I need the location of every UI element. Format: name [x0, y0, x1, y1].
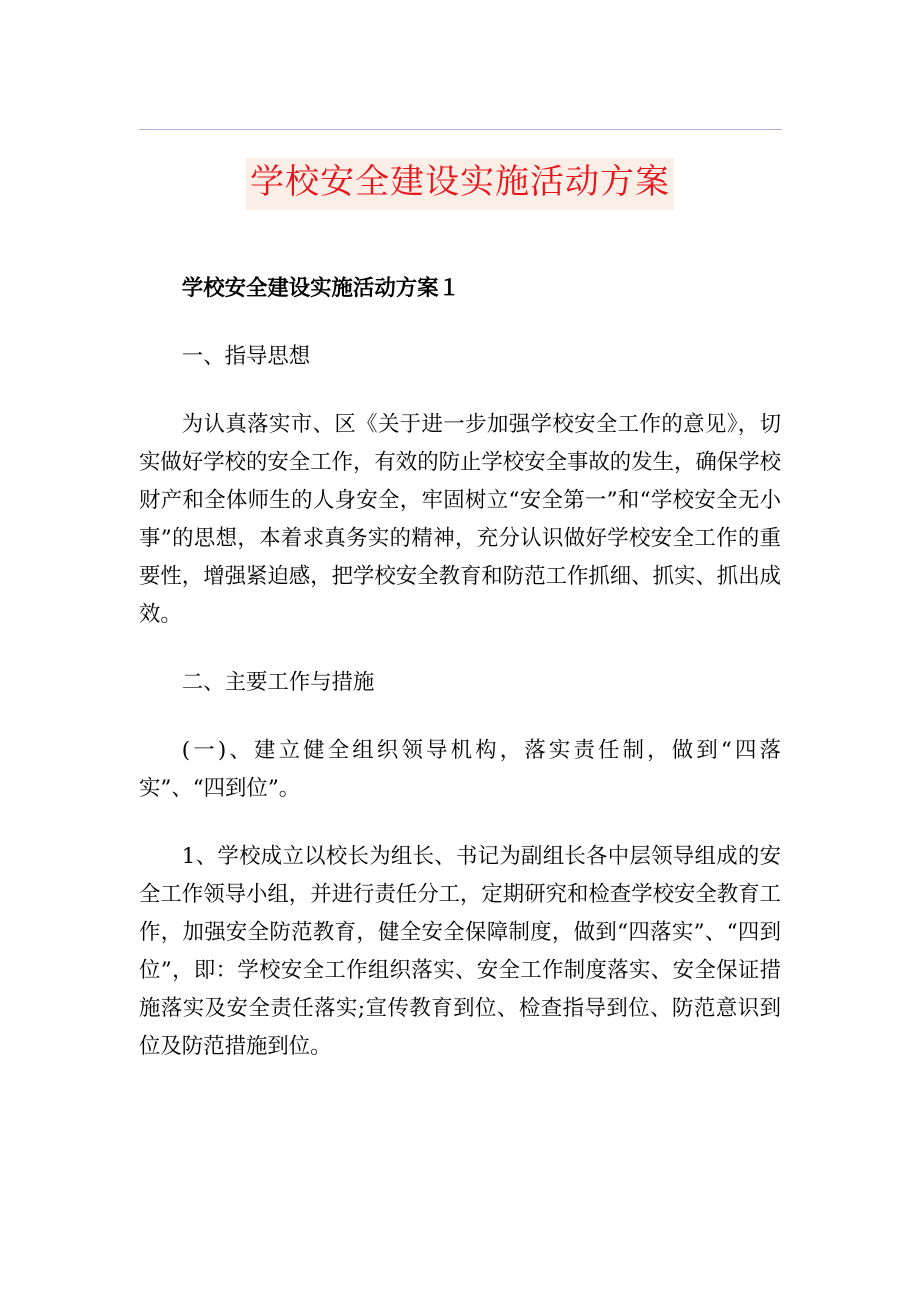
paragraph-measures-heading: 二、主要工作与措施 [181, 670, 375, 695]
title-container [0, 158, 920, 210]
paragraph-item-1: 1、学校成立以校长为组长、书记为副组长各中层领导组成的安全工作领导小组，并进行责任分工，定期研究和检查学校安全教育工作，加强安全防范教育，健全安全保障制度，做到“四落实”、“四到位”，即：学校安全工作组织落实、安全工作制度落实、安全保证措施落实及安全责任落实;宣传教育到位、检查指导到位、防范意识到位及防范措施到位。 [139, 844, 781, 1059]
document-body [139, 270, 781, 1066]
paragraph-guiding-heading: 一、指导思想 [181, 344, 311, 369]
paragraph-guiding-body: 为认真落实市、区《关于进一步加强学校安全工作的意见》，切实做好学校的安全工作，有效的防止学校安全事故的发生，确保学校财产和全体师生的人身安全，牢固树立“安全第一”和“学校安全无小事”的思想，本着求真务实的精神，充分认识做好学校安全工作的重要性，增强紧迫感，把学校安全教育和防范工作抓细、抓实、抓出成效。 [139, 412, 781, 627]
section-heading: 学校安全建设实施活动方案１ [181, 276, 460, 301]
header-rule [139, 129, 782, 130]
paragraph-subsection-1: (一)、建立健全组织领导机构，落实责任制，做到“四落实”、“四到位”。 [139, 738, 781, 801]
document-title: 学校安全建设实施活动方案 [246, 158, 674, 210]
